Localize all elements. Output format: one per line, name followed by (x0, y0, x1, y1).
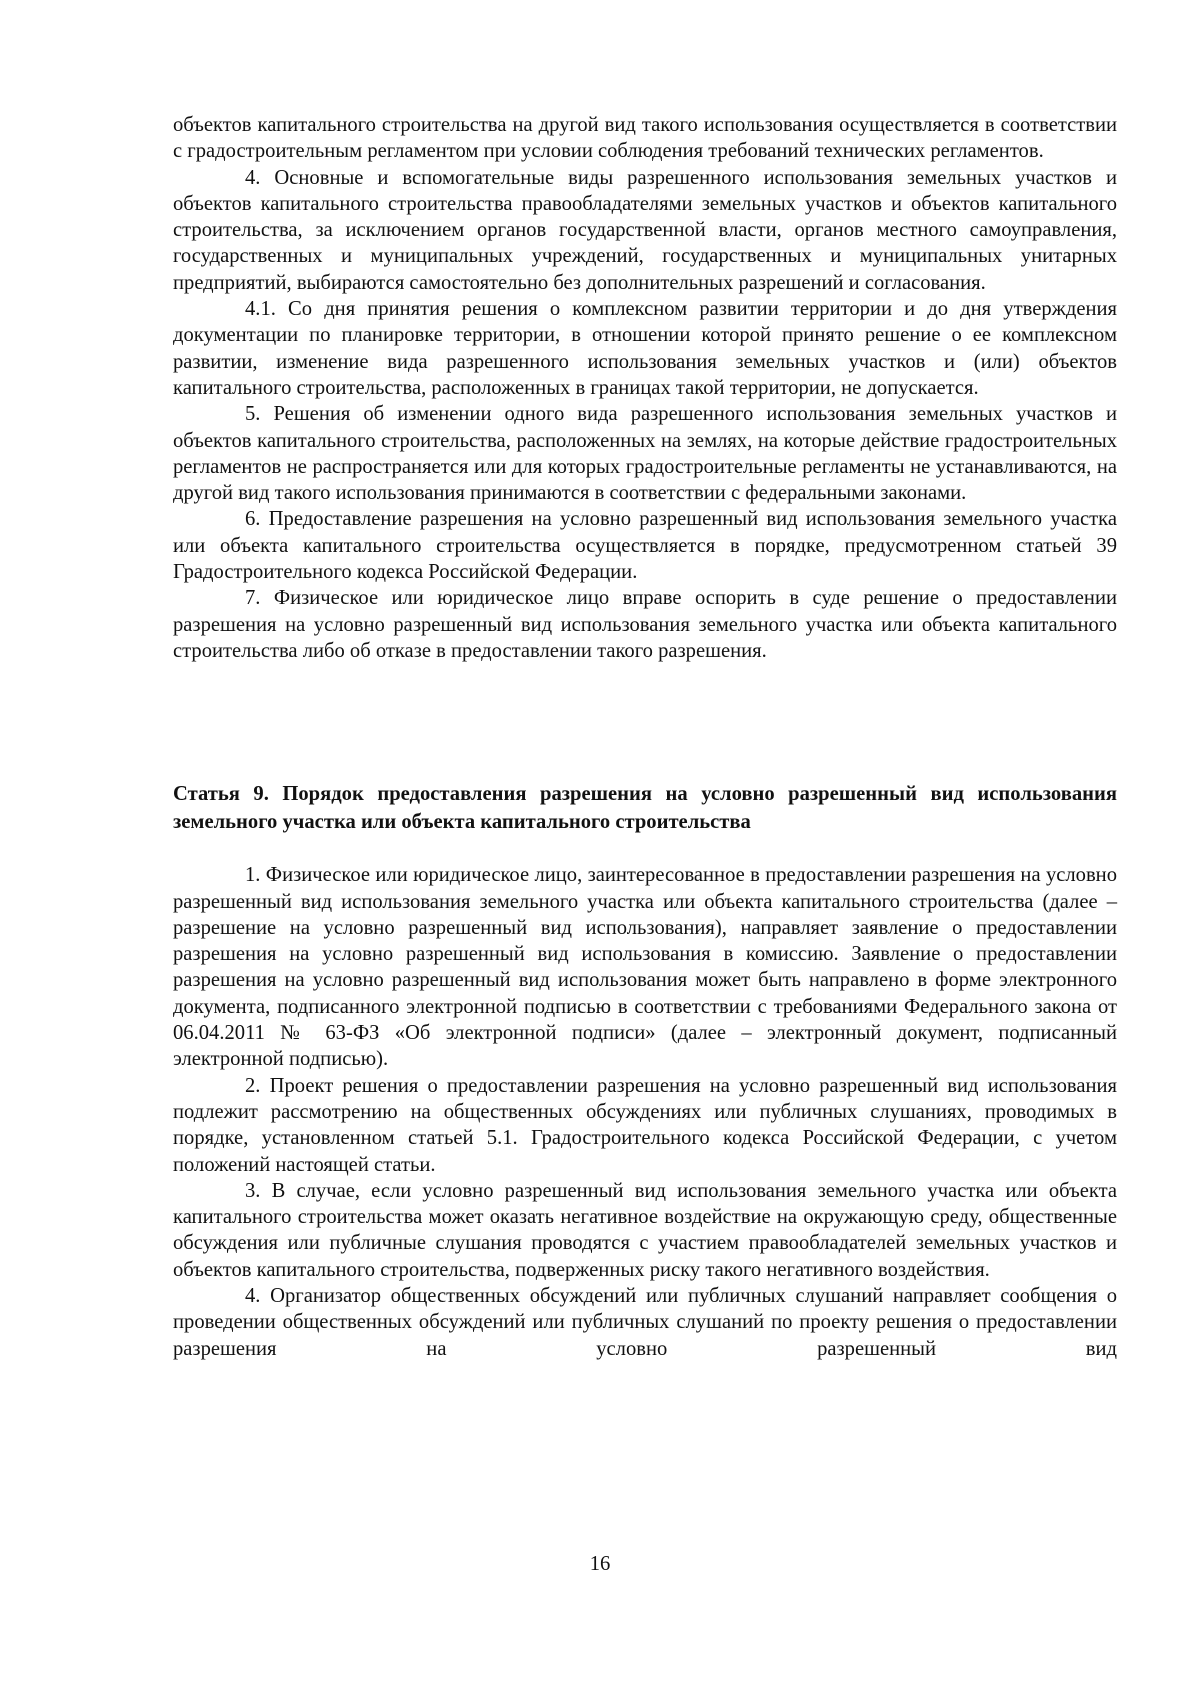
paragraph-article-9-clause-4: 4. Организатор общественных обсуждений или публичных слушаний направляет сообщения о проведении общественных обсуждений или публичных слушаний по проекту решения о предоставлении разрешения на условно разрешенный вид (173, 1284, 1117, 1360)
paragraph-clause-4: 4. Основные и вспомогательные виды разрешенного использования земельных участков и объектов капитального строительства правообладателями земельных участков и объектов капитального строительства, за исключением органов государственной власти, органов местного самоуправления, государственных и муниципальных учреждений, государственных и муниципальных унитарных предприятий, выбираются самостоятельно без дополнительных разрешений и согласования. (173, 166, 1117, 294)
document-page (173, 112, 1117, 1362)
paragraph-clause-7: 7. Физическое или юридическое лицо вправе оспорить в суде решение о предоставлении разрешения на условно разрешенный вид использования земельного участка или объекта капитального строительства либо об отказе в предоставлении такого разрешения. (173, 587, 1117, 662)
paragraph-article-9-clause-1: 1. Физическое или юридическое лицо, заинтересованное в предоставлении разрешения на условно разрешенный вид использования земельного участка или объекта капитального строительства (далее – разрешение на условно разрешенный вид использования), направляет заявление о предоставлении разрешения на условно разрешенный вид использования в комиссию. Заявление о предоставлении разрешения на условно разрешенный вид использования может быть направлено в форме электронного документа, подписанного электронной подписью в соответствии с требованиями Федерального закона от 06.04.2011 № 63-ФЗ «Об электронной подписи» (далее – электронный документ, подписанный электронной подписью). (173, 864, 1117, 1071)
paragraph-clause-4-1: 4.1. Со дня принятия решения о комплексном развитии территории и до дня утверждения документации по планировке территории, в отношении которой принято решение о ее комплексном развитии, изменение вида разрешенного использования земельных участков и (или) объектов капитального строительства, расположенных в границах такой территории, не допускается. (173, 298, 1117, 399)
page-number: 16 (589, 1553, 611, 1575)
paragraph-clause-6: 6. Предоставление разрешения на условно разрешенный вид использования земельного участка или объекта капитального строительства осуществляется в порядке, предусмотренном статьей 39 Градостроительного кодекса Российской Федерации. (173, 508, 1117, 584)
paragraph-article-9-clause-3: 3. В случае, если условно разрешенный вид использования земельного участка или объекта капитального строительства может оказать негативное воздействие на окружающую среду, общественные обсуждения или публичные слушания проводятся с участием правообладателей земельных участков и объектов капитального строительства, подверженных риску такого негативного воздействия. (173, 1179, 1117, 1281)
paragraph-article-9-clause-2: 2. Проект решения о предоставлении разрешения на условно разрешенный вид использования подлежит рассмотрению на общественных обсуждениях или публичных слушаниях, проводимых в порядке, установленном статьей 5.1. Градостроительного кодекса Российской Федерации, с учетом положений настоящей статьи. (173, 1074, 1117, 1176)
paragraph-continuation: объектов капитального строительства на другой вид такого использования осуществляется в соответствии с градостроительным регламентом при условии соблюдения требований технических регламентов. (173, 114, 1117, 163)
article-heading: Статья 9. Порядок предоставления разрешения на условно разрешенный вид использования земельного участка или объекта капитального строительства (173, 783, 1117, 834)
paragraph-clause-5: 5. Решения об изменении одного вида разрешенного использования земельных участков и объектов капитального строительства, расположенных на землях, на которые действие градостроительных регламентов не распространяется или для которых градостроительные регламенты не устанавливаются, на другой вид такого использования принимаются в соответствии с федеральными законами. (173, 403, 1117, 505)
section-gap (173, 664, 1117, 780)
heading-gap (173, 836, 1117, 862)
